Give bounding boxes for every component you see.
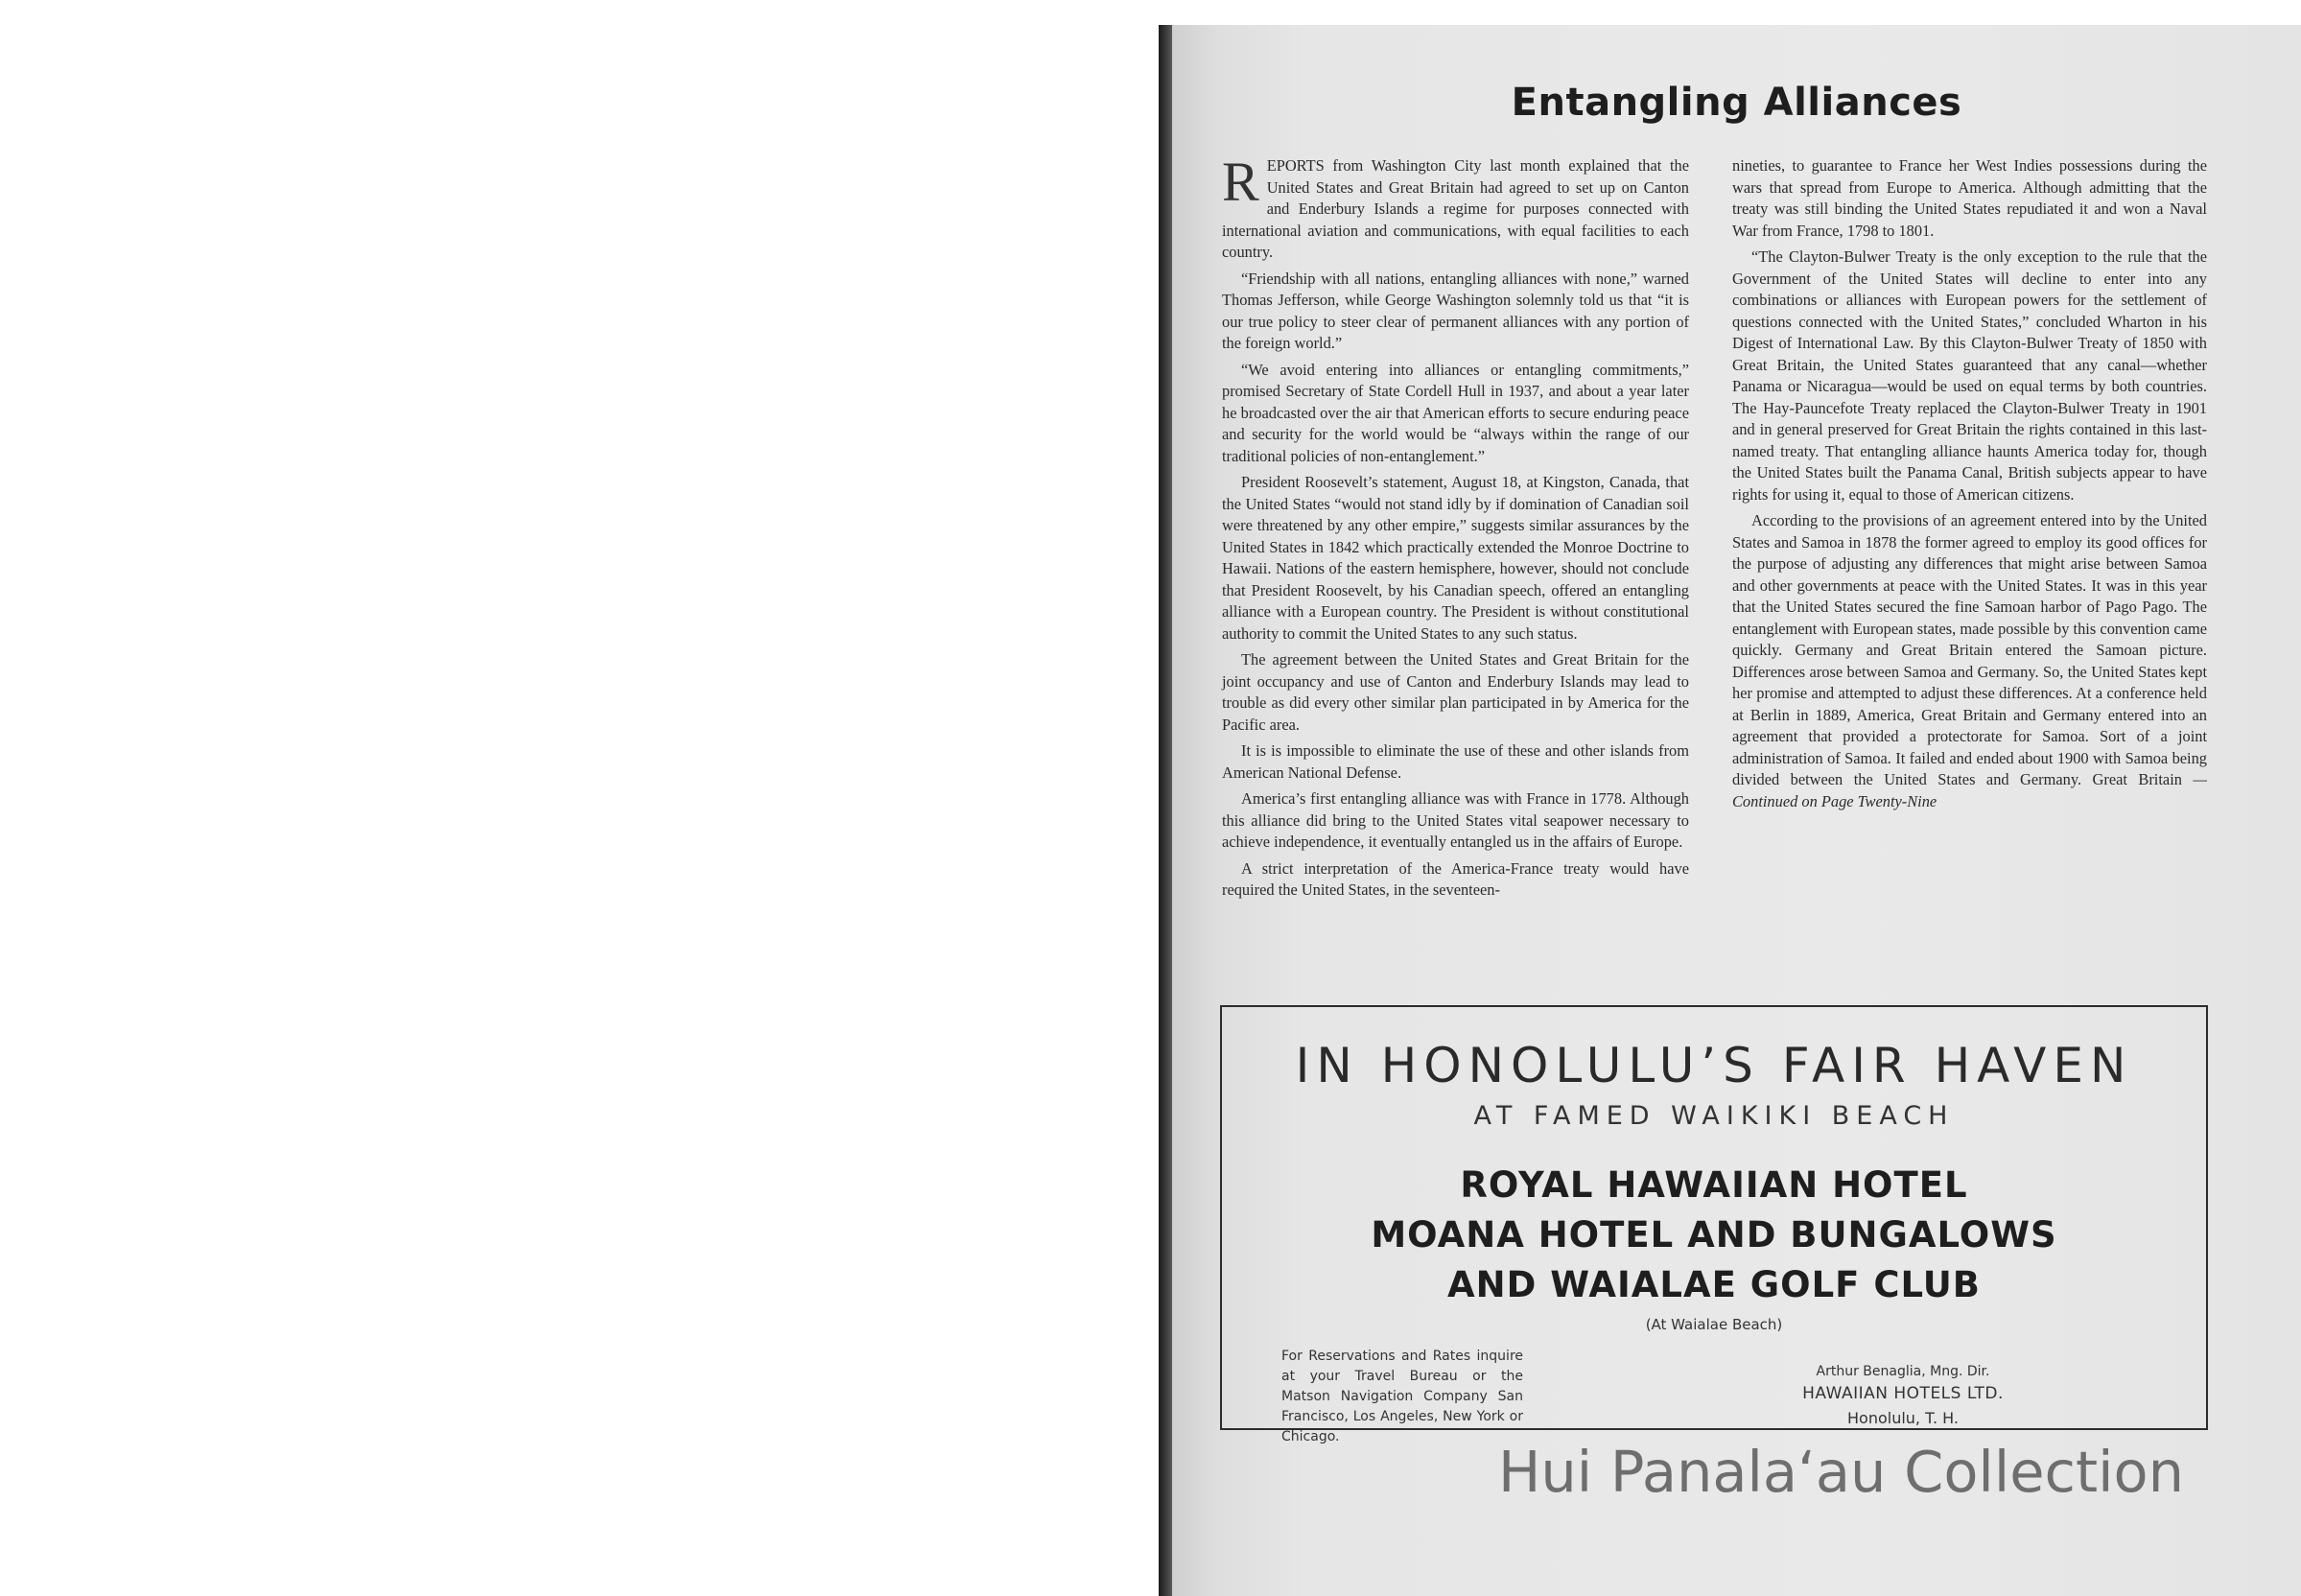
drop-cap: R [1222,151,1259,213]
ad-manager-name: Arthur Benaglia, Mng. Dir. [1816,1364,1990,1379]
article-paragraph: REPORTS from Washington City last month explained that the United States and Great Britain had agreed to set up on Canton and Enderbury Islands a regime for purposes connected with international aviation and communications, with equal facilities to each country. [1222,151,1689,261]
hotel-advertisement [1220,1005,2208,1444]
ad-hotel-moana: MOANA HOTEL AND BUNGALOWS [1371,1214,2057,1256]
article-paragraph: It is is impossible to eliminate the use of these and other islands from American National Defense. [1222,741,1689,782]
ad-golf-club: AND WAIALAE GOLF CLUB [1447,1264,1981,1305]
article-title: Entangling Alliances [1511,81,1962,125]
ad-reservations-text: For Reservations and Rates inquire at your Travel Bureau or the Matson Navigation Company San Francisco, Los Angeles, New York or Chicago. [1281,1349,1523,1444]
article-paragraph: According to the provisions of an agreement entered into by the United States and Samoa in 1878 the former agreed to employ its good offices for the purpose of adjusting any differences that might arise between Samoa and other governments at peace with the United States. It was in this year that the United States secured the fine Samoan harbor of Pago Pago. The entanglement with European states, made possible by this convention came quickly. Germany and Great Britain entered the Samoan picture. Differences arose between Samoa and Germany. So, the United States kept her promise and attempted to adjust these differences. At a conference held at Berlin in 1889, America, Great Britain and Germany entered into an agreement that provided a protectorate for Samoa. Sort of a joint administration of Samoa. It failed and ended about 1900 with Samoa being divided between the United States and Germany. Great Britain —Continued on Page Twenty-Nine [1732,511,2207,810]
article-paragraph: America’s first entangling alliance was with France in 1778. Although this alliance did bring to the United States vital seapower necessary to achieve independence, it eventually entangled us in the affairs of Europe. [1222,789,1689,851]
magazine-page [1172,25,2301,1596]
ad-hotel-royal-hawaiian: ROYAL HAWAIIAN HOTEL [1460,1164,1968,1206]
article-paragraph: “We avoid entering into alliances or entangling commitments,” promised Secretary of State Cordell Hull in 1937, and about a year later he broadcasted over the air that American efforts to secure enduring peace and security for the world would be “always within the range of our traditional policies of non-entanglement.” [1222,360,1689,465]
ad-subheadline: AT FAMED WAIKIKI BEACH [1473,1101,1955,1131]
article-paragraph: “The Clayton-Bulwer Treaty is the only exception to the rule that the Government of the United States will decline to enter into any combinations or alliances with European powers for the settlement of questions connected with the United States,” concluded Wharton in his Digest of International Law. By this Clayton-Bulwer Treaty of 1850 with Great Britain, the United States guaranteed that any canal—whether Panama or Nicaragua—would be used on equal terms by both countries. The Hay-Pauncefote Treaty replaced the Clayton-Bulwer Treaty in 1901 and in general preserved for Great Britain the rights contained in this last-named treaty. That entangling alliance haunts America today for, though the United States built the Panama Canal, British subjects appear to have rights for using it, equal to those of American citizens. [1732,247,2207,504]
article-paragraph: The agreement between the United States and Great Britain for the joint occupancy and use of Canton and Enderbury Islands may lead to trouble as did every other similar plan participated in by America for the Pacific area. [1222,650,1689,734]
article-paragraph: A strict interpretation of the America-France treaty would have required the United States, in the seventeen- [1222,858,1689,899]
article-left-column [1222,151,1689,906]
article-right-column [1732,155,2207,817]
collection-watermark: Hui Panala‘au Collection [1498,1439,2184,1505]
ad-manager-block [1759,1362,2047,1431]
article-paragraph: nineties, to guarantee to France her West Indies possessions during the wars that spread from Europe to America. Although admitting that the treaty was still binding the United States repudiated it and won a Naval War from France, 1798 to 1801. [1732,156,2207,240]
article-paragraph: “Friendship with all nations, entangling alliances with none,” warned Thomas Jefferson, while George Washington solemnly told us that “it is our true policy to steer clear of permanent alliances with any portion of the foreign world.” [1222,269,1689,352]
article-paragraph: President Roosevelt’s statement, August 18, at Kingston, Canada, that the United States “would not stand idly by if domination of Canadian soil were threatened by any other empire,” suggests similar assurances by the United States in 1842 which practically extended the Monroe Doctrine to Hawaii. Nations of the eastern hemisphere, however, should not conclude that President Roosevelt, by his Canadian speech, offered an entangling alliance with a European country. The President is without constitutional authority to commit the United States to any such status. [1222,473,1689,643]
ad-company-location: Honolulu, T. H. [1847,1409,1959,1427]
ad-company-name: HAWAIIAN HOTELS LTD. [1802,1384,2004,1403]
continued-note: —Continued on Page Twenty-Nine [1732,770,2207,810]
ad-location-note: (At Waialae Beach) [1645,1316,1783,1333]
ad-headline: IN HONOLULU’S FAIR HAVEN [1295,1038,2133,1093]
